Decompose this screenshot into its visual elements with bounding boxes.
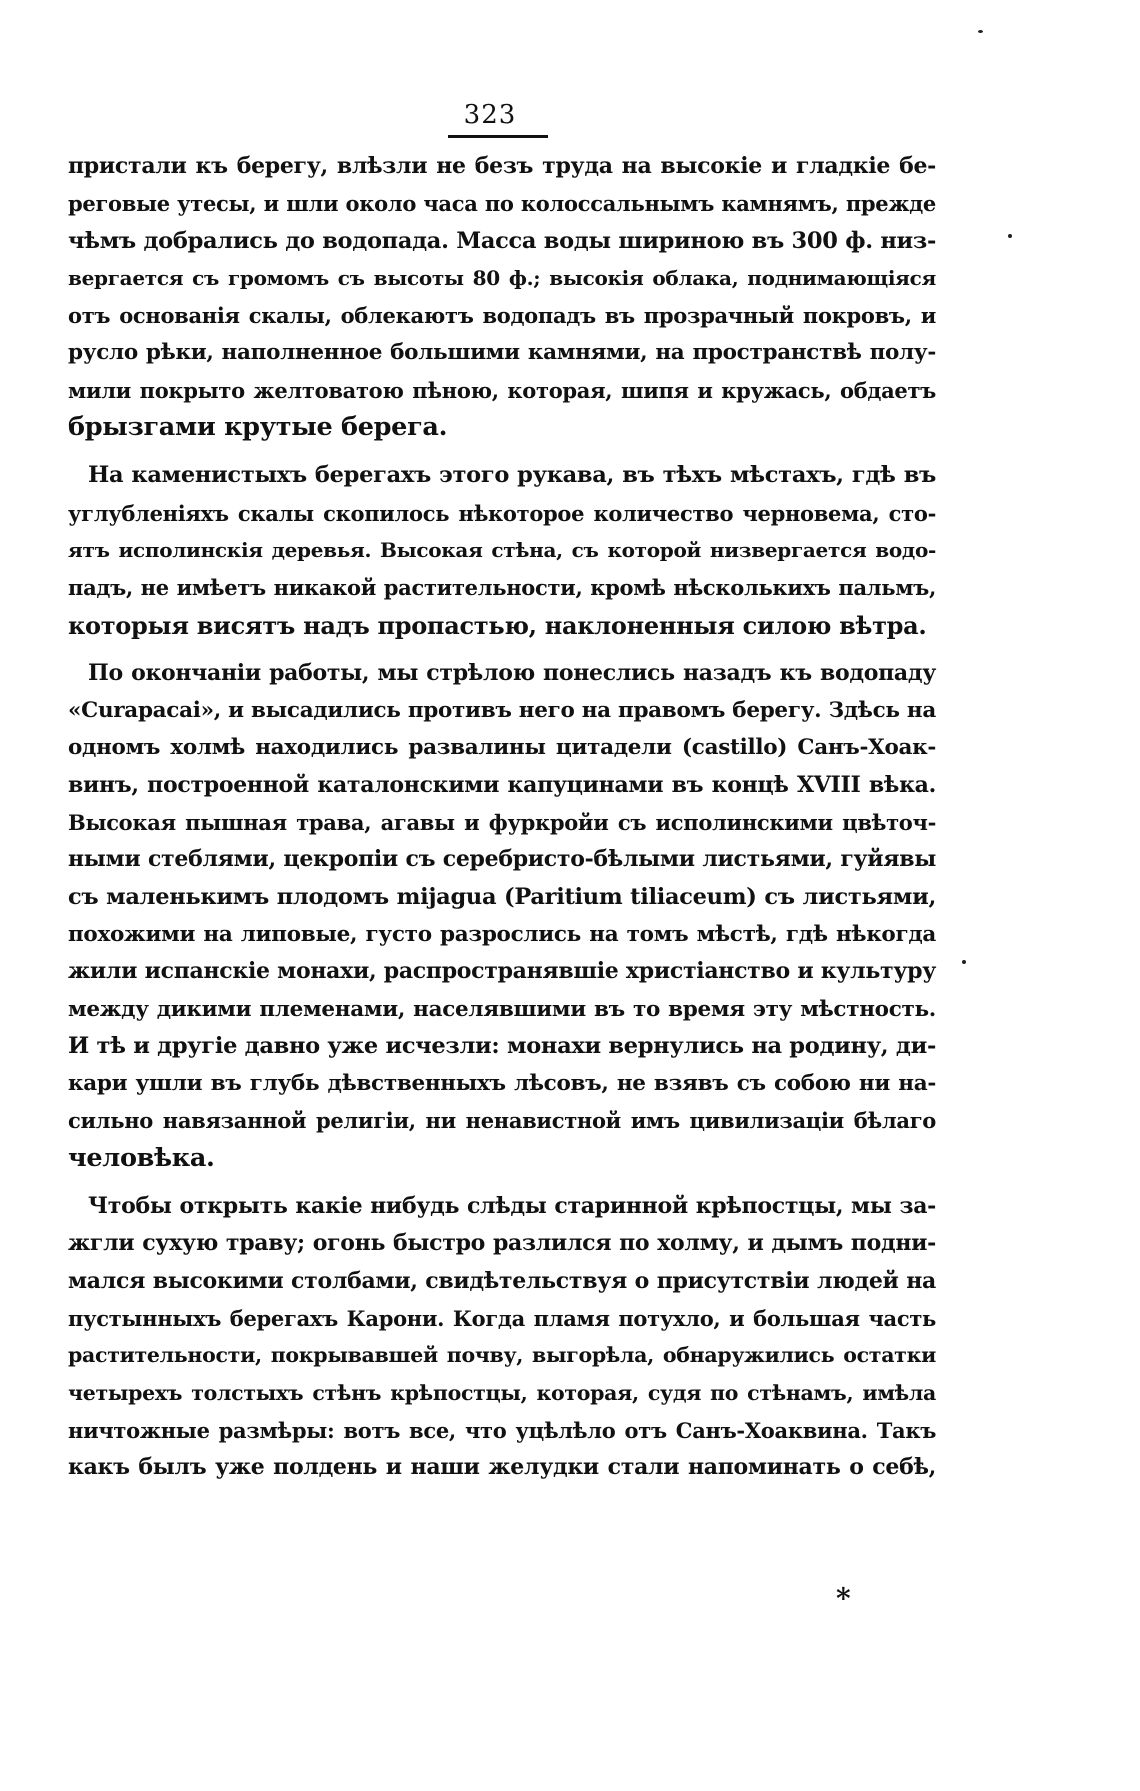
text-line: И тѣ и другіе давно уже исчезли: монахи вернулись на родину, ди- — [68, 1032, 936, 1059]
paragraph — [68, 655, 936, 1177]
paragraph-gap — [68, 446, 936, 457]
text-line: пустынныхъ берегахъ Карони. Когда пламя потухло, и большая часть — [68, 1305, 936, 1331]
text-line: одномъ холмѣ находились развалины цитадели (castillo) Санъ-Хоак- — [68, 735, 936, 761]
text-line: отъ основанія скалы, облекаютъ водопадъ въ прозрачный покровъ, и — [68, 303, 936, 329]
text-line: ятъ исполинскія деревья. Высокая стѣна, съ которой низвергается водо- — [68, 537, 936, 562]
text-line: съ маленькимъ плодомъ mijagua (Paritium tiliaceum) съ листьями, — [68, 883, 936, 910]
text-line: жгли сухую траву; огонь быстро разлился по холму, и дымъ подни- — [68, 1230, 936, 1257]
text-line: реговые утесы, и шли около часа по колоссальнымъ камнямъ, прежде — [68, 191, 936, 217]
scan-speck — [978, 30, 983, 33]
text-line: растительности, покрывавшей почву, выгорѣла, обнаружились остатки — [68, 1343, 936, 1368]
text-line: жили испанскіе монахи, распространявшіе христіанство и культуру — [68, 958, 936, 985]
paragraph — [68, 457, 936, 643]
signature-mark: * — [836, 1582, 851, 1615]
text-line: По окончаніи работы, мы стрѣлою понеслись назадъ къ водопаду — [88, 659, 936, 686]
paragraph — [68, 1188, 936, 1486]
scan-speck — [1008, 234, 1012, 238]
text-line: Высокая пышная трава, агавы и фуркройи съ исполинскими цвѣточ- — [68, 810, 936, 836]
text-line: сильно навязанной религіи, ни ненавистной имъ цивилизаціи бѣлаго — [68, 1108, 936, 1134]
text-line: человѣка. — [68, 1142, 215, 1173]
text-line: четырехъ толстыхъ стѣнъ крѣпостцы, которая, судя по стѣнамъ, имѣла — [68, 1380, 936, 1405]
header-rule — [448, 135, 548, 138]
text-line: чѣмъ добрались до водопада. Масса воды шириною въ 300 ф. низ- — [68, 227, 936, 254]
text-line: ничтожные размѣры: вотъ все, что уцѣлѣло отъ Санъ-Хоаквина. Такъ — [68, 1417, 936, 1443]
text-line: вергается съ громомъ съ высоты 80 ф.; высокія облака, поднимающіяся — [68, 265, 936, 290]
text-line: пристали къ берегу, влѣзли не безъ труда на высокіе и гладкіе бе- — [68, 153, 936, 179]
text-line: мался высокими столбами, свидѣтельствуя о присутствіи людей на — [68, 1267, 936, 1294]
paragraph-gap — [68, 644, 936, 655]
text-line: похожими на липовые, густо разрослись на томъ мѣстѣ, гдѣ нѣкогда — [68, 921, 936, 947]
text-line: На каменистыхъ берегахъ этого рукава, въ тѣхъ мѣстахъ, гдѣ въ — [88, 462, 936, 489]
paragraph-gap — [68, 1177, 936, 1188]
text-line: брызгами крутые берега. — [68, 412, 448, 443]
page-number: 323 — [463, 100, 517, 130]
text-line: «Curapacai», и высадились противъ него на правомъ берегу. Здѣсь на — [68, 698, 936, 724]
text-line: мили покрыто желтоватою пѣною, которая, шипя и кружась, обдаетъ — [68, 377, 936, 403]
text-line: которыя висятъ надъ пропастью, наклоненныя силою вѣтра. — [68, 610, 927, 640]
text-line: Чтобы открыть какіе нибудь слѣды старинной крѣпостцы, мы за- — [88, 1193, 936, 1220]
text-line: русло рѣки, наполненное большими камнями, на пространствѣ полу- — [68, 340, 936, 366]
text-line: ными стеблями, цекропіи съ серебристо-бѣлыми листьями, гуйявы — [68, 846, 936, 873]
text-line: между дикими племенами, населявшими въ то время эту мѣстность. — [68, 996, 936, 1022]
text-line: падъ, не имѣетъ никакой растительности, кромѣ нѣсколькихъ пальмъ, — [68, 575, 936, 601]
text-line: винъ, построенной каталонскими капуцинами въ концѣ XVIII вѣка. — [68, 771, 936, 798]
text-line: углубленіяхъ скалы скопилось нѣкоторое количество черновема, сто- — [68, 500, 936, 526]
paragraph — [68, 148, 936, 446]
text-line: какъ былъ уже полдень и наши желудки стали напоминать о себѣ, — [68, 1454, 936, 1481]
page-body — [68, 148, 936, 1486]
text-line: кари ушли въ глубь дѣвственныхъ лѣсовъ, не взявъ съ собою ни на- — [68, 1071, 936, 1097]
scan-speck — [962, 960, 966, 964]
